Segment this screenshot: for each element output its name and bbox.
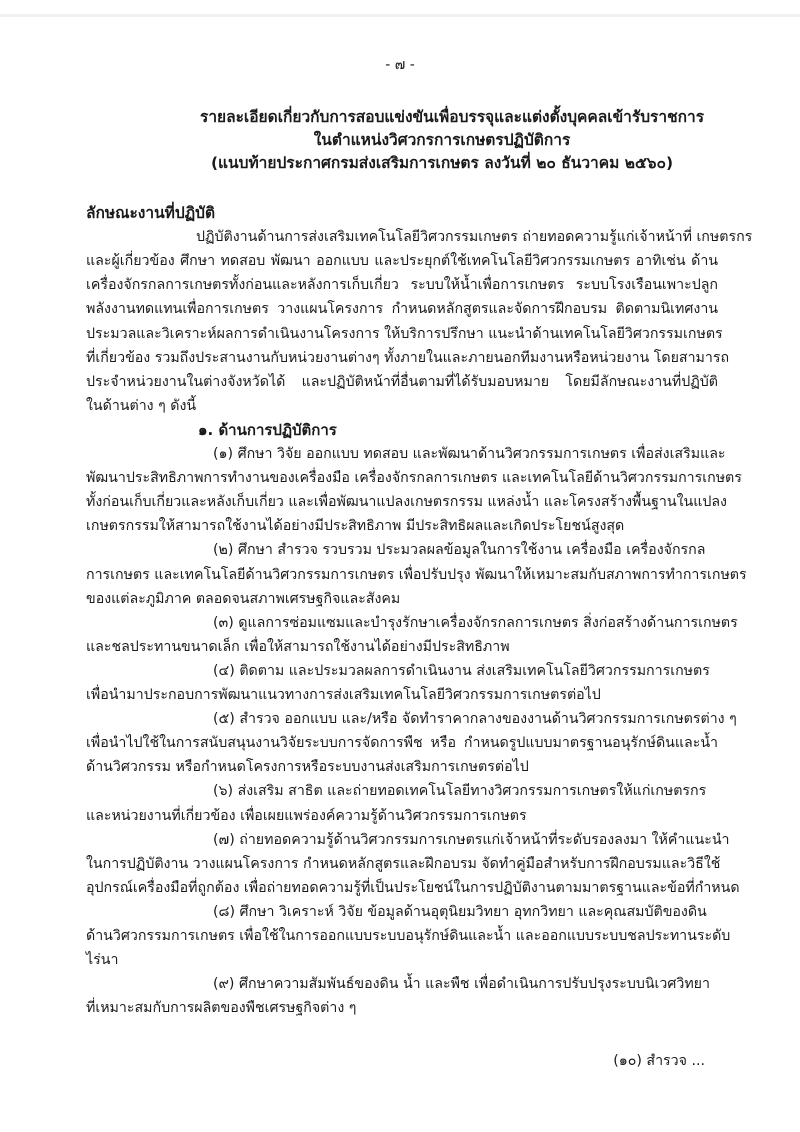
list-item-line: ด้านวิศวกรรมการเกษตร เพื่อใช้ในการออกแบบระบบอนุรักษ์ดินและน้ำ และออกแบบระบบชลประทานระดับ [86, 928, 731, 944]
list-item-start: (๕) สำรวจ ออกแบบ และ/หรือ จัดทำราคากลางของงานด้านวิศวกรรมการเกษตรต่าง ๆ [213, 711, 737, 728]
document-title-line-2: ในตำแหน่งวิศวกรการเกษตรปฏิบัติการ [313, 131, 571, 149]
section-heading: ลักษณะงานที่ปฏิบัติ [86, 204, 216, 222]
list-item-line: และหน่วยงานที่เกี่ยวข้อง เพื่อเผยแพร่องค์ความรู้ด้านวิศวกรรมการเกษตร [86, 807, 527, 824]
document-title-line-1: รายละเอียดเกี่ยวกับการสอบแข่งขันเพื่อบรรจุและแต่งตั้งบุคคลเข้ารับราชการ [200, 108, 705, 126]
list-item-line: การเกษตร และเทคโนโลยีด้านวิศวกรรมการเกษตร เพื่อปรับปรุง พัฒนาให้เหมาะสมกับสภาพการทำการเกษตร [86, 566, 747, 583]
list-item-line: และชลประทานขนาดเล็ก เพื่อให้สามารถใช้งานได้อย่างมีประสิทธิภาพ [86, 638, 510, 655]
list-item-line: ไร่นา [86, 952, 119, 969]
scan-artifact-line [0, 14, 800, 17]
list-item-line: เกษตรกรรมให้สามารถใช้งานได้อย่างมีประสิทธิภาพ มีประสิทธิผลและเกิดประโยชน์สูงสุด [86, 518, 625, 535]
list-item-line: พัฒนาประสิทธิภาพการทำงานของเครื่องมือ เครื่องจักรกลการเกษตร และเทคโนโลยีด้านวิศวกรรมการเกษตร [86, 470, 742, 487]
list-item-line: เพื่อนำมาประกอบการพัฒนาแนวทางการส่งเสริมเทคโนโลยีวิศวกรรมการเกษตรต่อไป [86, 687, 601, 703]
list-item-line: ของแต่ละภูมิภาค ตลอดจนสภาพเศรษฐกิจและสังคม [86, 590, 401, 607]
list-item-start: (๓) ดูแลการซ่อมแซมและบำรุงรักษาเครื่องจักรกลการเกษตร สิ่งก่อสร้างด้านการเกษตร [213, 614, 738, 631]
list-item-start: (๖) ส่งเสริม สาธิต และถ่ายทอดเทคโนโลยีทางวิศวกรรมการเกษตรให้แก่เกษตรกร [213, 783, 707, 800]
continuation-note: (๑๐) สำรวจ ... [613, 1053, 705, 1069]
intro-line: ที่เกี่ยวข้อง รวมถึงประสานงานกับหน่วยงานต่างๆ ทั้งภายในและภายนอกทีมงานหรือหน่วยงาน โดยสามารถ [86, 349, 730, 366]
list-item-start: (๗) ถ่ายทอดความรู้ด้านวิศวกรรมการเกษตรแก่เจ้าหน้าที่ระดับรองลงมา ให้คำแนะนำ [213, 831, 730, 848]
list-item-line: ทั้งก่อนเก็บเกี่ยวและหลังเก็บเกี่ยว และเพื่อพัฒนาแปลงเกษตรกรรม แหล่งน้ำ และโครงสร้างพื้นฐานในแปลง [86, 494, 727, 511]
subsection-title: ๑. ด้านการปฏิบัติการ [198, 420, 337, 439]
list-item-start: (๔) ติดตาม และประมวลผลการดำเนินงาน ส่งเสริมเทคโนโลยีวิศวกรรมการเกษตร [213, 662, 710, 679]
intro-line: เครื่องจักรกลการเกษตรทั้งก่อนและหลังการเก็บเกี่ยว ระบบให้น้ำเพื่อการเกษตร ระบบโรงเรือนเพาะปลูก [86, 277, 718, 294]
intro-line: ประจำหน่วยงานในต่างจังหวัดได้ และปฏิบัติหน้าที่อื่นตามที่ได้รับมอบหมาย โดยมีลักษณะงานที่ปฏิบัติ [86, 373, 718, 390]
list-item-line: ที่เหมาะสมกับการผลิตของพืชเศรษฐกิจต่าง ๆ [86, 1000, 357, 1017]
list-item-start: (๒) ศึกษา สำรวจ รวบรวม ประมวลผลข้อมูลในการใช้งาน เครื่องมือ เครื่องจักรกล [213, 542, 706, 559]
intro-line: ปฏิบัติงานด้านการส่งเสริมเทคโนโลยีวิศวกรรมเกษตร ถ่ายทอดความรู้แก่เจ้าหน้าที่ เกษตรกร [196, 229, 753, 246]
page-number: - ๗ - [385, 57, 415, 73]
list-item-line: ในการปฏิบัติงาน วางแผนโครงการ กำหนดหลักสูตรและฝึกอบรม จัดทำคู่มือสำหรับการฝึกอบรมและวิธีใช้ [86, 855, 721, 872]
intro-line: พลังงานทดแทนเพื่อการเกษตร วางแผนโครงการ กำหนดหลักสูตรและจัดการฝึกอบรม ติดตามนิเทศงาน [86, 301, 718, 318]
list-item-line: เพื่อนำไปใช้ในการสนับสนุนงานวิจัยระบบการจัดการพืช หรือ กำหนดรูปแบบมาตรฐานอนุรักษ์ดินและน้ำ [86, 735, 718, 752]
list-item-start: (๘) ศึกษา วิเคราะห์ วิจัย ข้อมูลด้านอุตุนิยมวิทยา อุทกวิทยา และคุณสมบัติของดิน [213, 903, 707, 920]
intro-line: และผู้เกี่ยวข้อง ศึกษา ทดสอบ พัฒนา ออกแบบ และประยุกต์ใช้เทคโนโลยีวิศวกรรมเกษตร อาทิเช่น ด้าน [86, 253, 718, 270]
list-item-start: (๙) ศึกษาความสัมพันธ์ของดิน น้ำ และพืช เพื่อดำเนินการปรับปรุงระบบนิเวศวิทยา [213, 976, 710, 993]
list-item-start: (๑) ศึกษา วิจัย ออกแบบ ทดสอบ และพัฒนาด้านวิศวกรรมการเกษตร เพื่อส่งเสริมและ [213, 446, 726, 462]
list-item-line: อุปกรณ์เครื่องมือที่ถูกต้อง เพื่อถ่ายทอดความรู้ที่เป็นประโยชน์ในการปฏิบัติงานตามมาตรฐานและข้อที่กำหนด [86, 879, 740, 896]
list-item-line: ด้านวิศวกรรม หรือกำหนดโครงการหรือระบบงานส่งเสริมการเกษตรต่อไป [86, 759, 529, 776]
intro-line: ในด้านต่าง ๆ ดังนี้ [86, 397, 197, 414]
document-title-line-3: (แนบท้ายประกาศกรมส่งเสริมการเกษตร ลงวันที่ ๒๐ ธันวาคม ๒๕๖๐) [210, 154, 674, 172]
intro-line: ประมวลและวิเคราะห์ผลการดำเนินงานโครงการ ให้บริการปรึกษา แนะนำด้านเทคโนโลยีวิศวกรรมเกษตร [86, 325, 723, 342]
